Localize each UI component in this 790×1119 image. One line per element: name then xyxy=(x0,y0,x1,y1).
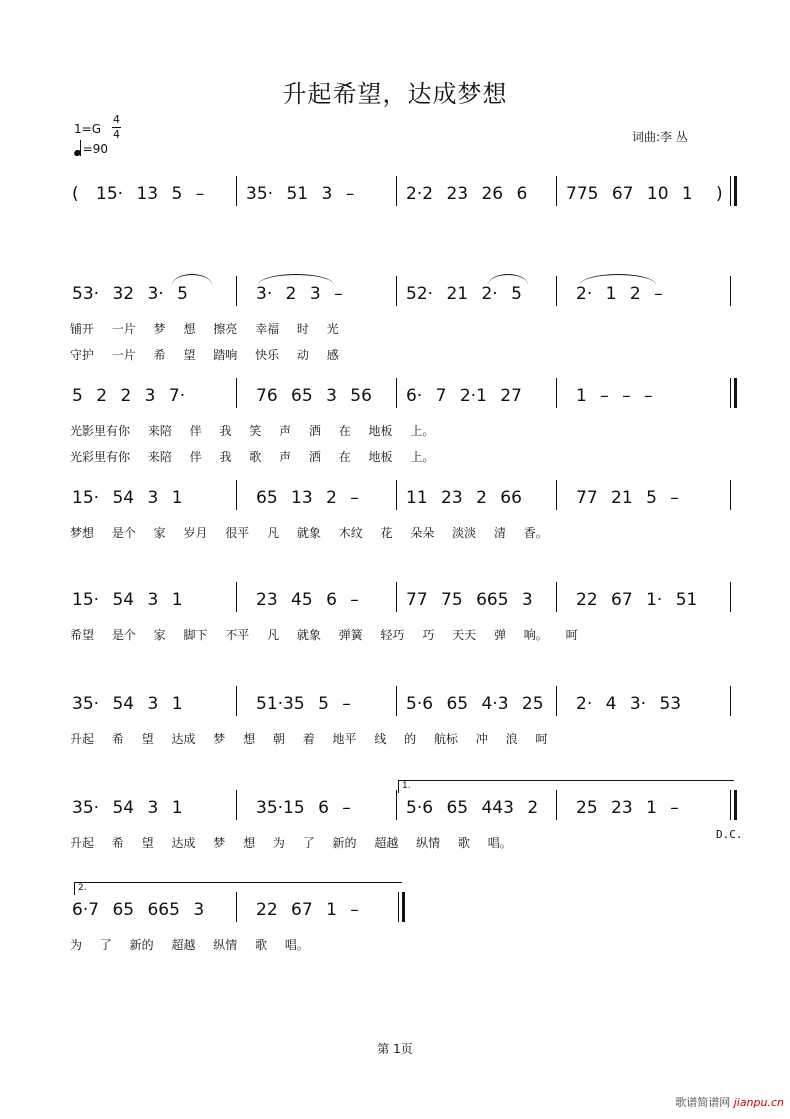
credit: 词曲:李 丛 xyxy=(632,130,688,144)
tempo-marking xyxy=(74,140,108,156)
barline xyxy=(730,790,731,820)
measure-notes: 35· 51 3 – xyxy=(246,184,355,204)
page-title: 升起希望，达成梦想 xyxy=(282,80,508,108)
barline xyxy=(236,582,237,612)
measure-notes: 76 65 3 56 xyxy=(256,386,372,406)
intro-paren-close: ) xyxy=(716,184,723,204)
barline xyxy=(730,378,731,408)
barline xyxy=(236,176,237,206)
footer-site: 歌谱简谱网 xyxy=(675,1096,731,1109)
slur-mark xyxy=(488,274,528,285)
barline xyxy=(236,686,237,716)
slur-mark xyxy=(258,274,334,285)
barline xyxy=(730,686,731,716)
barline xyxy=(730,276,731,306)
measure-notes: 15· 13 5 – xyxy=(96,184,205,204)
measure-notes: 52· 21 2· 5 xyxy=(406,284,522,304)
barline xyxy=(236,378,237,408)
barline xyxy=(396,276,397,306)
barline xyxy=(556,790,557,820)
footer-url: jianpu.cn xyxy=(733,1096,784,1109)
lyric-line: 梦想 是个 家 岁月 很平 凡 就象 木纹 花 朵朵 淡淡 清 香。 xyxy=(70,526,548,540)
time-sig-denominator: 4 xyxy=(113,128,120,141)
barline xyxy=(556,176,557,206)
intro-paren-open: ( xyxy=(72,184,79,204)
volta-first-ending: 1. xyxy=(398,780,734,793)
lyric-line: 光影里有你 来陪 伴 我 笑 声 洒 在 地板 上。 xyxy=(70,424,435,438)
measure-notes: 35·15 6 – xyxy=(256,798,351,818)
barline xyxy=(730,176,731,206)
barline xyxy=(396,176,397,206)
lyric-line: 铺开 一片 梦 想 擦亮 幸福 时 光 xyxy=(70,322,339,336)
measure-notes: 775 67 10 1 xyxy=(566,184,693,204)
measure-notes: 5·6 65 4·3 25 xyxy=(406,694,544,714)
barline xyxy=(730,480,731,510)
measure-notes: 22 67 1· 51 xyxy=(576,590,698,610)
measure-notes: 51·35 5 – xyxy=(256,694,351,714)
barline xyxy=(236,790,237,820)
slur-mark xyxy=(580,274,656,285)
final-barline xyxy=(734,790,737,820)
measure-notes: 3· 2 3 – xyxy=(256,284,343,304)
measure-notes: 6·7 65 665 3 xyxy=(72,900,205,920)
measure-notes: 2·2 23 26 6 xyxy=(406,184,528,204)
barline xyxy=(556,276,557,306)
barline xyxy=(396,378,397,408)
barline xyxy=(236,480,237,510)
measure-notes: 25 23 1 – xyxy=(576,798,679,818)
measure-notes: 5·6 65 443 2 xyxy=(406,798,539,818)
page-number: 第 1页 xyxy=(377,1042,413,1056)
measure-notes: 77 21 5 – xyxy=(576,488,679,508)
time-signature xyxy=(112,114,121,141)
barline xyxy=(236,892,237,922)
volta-second-ending: 2. xyxy=(74,882,402,895)
lyric-line: 升起 希 望 达成 梦 想 朝 着 地平 线 的 航标 冲 浪 呵 xyxy=(70,732,548,746)
key-signature: 1=G xyxy=(74,122,101,136)
measure-notes: 35· 54 3 1 xyxy=(72,694,183,714)
measure-notes: 22 67 1 – xyxy=(256,900,359,920)
barline xyxy=(556,686,557,716)
tempo-value: =90 xyxy=(82,142,109,156)
barline xyxy=(396,686,397,716)
barline xyxy=(556,582,557,612)
measure-notes: 35· 54 3 1 xyxy=(72,798,183,818)
final-barline xyxy=(734,378,737,408)
measure-notes: 11 23 2 66 xyxy=(406,488,522,508)
slur-mark xyxy=(172,274,212,285)
barline xyxy=(398,892,399,922)
time-sig-numerator: 4 xyxy=(113,113,120,126)
final-barline xyxy=(734,176,737,206)
da-capo-mark: D.C. xyxy=(716,828,743,841)
measure-notes: 77 75 665 3 xyxy=(406,590,533,610)
measure-notes: 23 45 6 – xyxy=(256,590,359,610)
barline xyxy=(556,378,557,408)
measure-notes: 2· 4 3· 53 xyxy=(576,694,682,714)
barline xyxy=(396,790,397,820)
footer-watermark xyxy=(675,1094,784,1110)
measure-notes: 2· 1 2 – xyxy=(576,284,663,304)
measure-notes: 6· 7 2·1 27 xyxy=(406,386,522,406)
measure-notes: 5 2 2 3 7· xyxy=(72,386,186,406)
measure-notes: 1 – – – xyxy=(576,386,653,406)
barline xyxy=(236,276,237,306)
barline xyxy=(730,582,731,612)
barline xyxy=(556,480,557,510)
lyric-line: 光彩里有你 来陪 伴 我 歌 声 洒 在 地板 上。 xyxy=(70,450,435,464)
lyric-line: 为 了 新的 超越 纵情 歌 唱。 xyxy=(70,938,309,952)
final-barline xyxy=(402,892,405,922)
lyric-line: 升起 希 望 达成 梦 想 为 了 新的 超越 纵情 歌 唱。 xyxy=(70,836,512,850)
measure-notes: 15· 54 3 1 xyxy=(72,488,183,508)
lyric-line: 守护 一片 希 望 踏响 快乐 动 感 xyxy=(70,348,339,362)
barline xyxy=(396,480,397,510)
measure-notes: 15· 54 3 1 xyxy=(72,590,183,610)
measure-notes: 53· 32 3· 5 xyxy=(72,284,188,304)
lyric-line: 希望 是个 家 脚下 不平 凡 就象 弹簧 轻巧 巧 天天 弹 响。 呵 xyxy=(70,628,578,642)
barline xyxy=(396,582,397,612)
measure-notes: 65 13 2 – xyxy=(256,488,359,508)
